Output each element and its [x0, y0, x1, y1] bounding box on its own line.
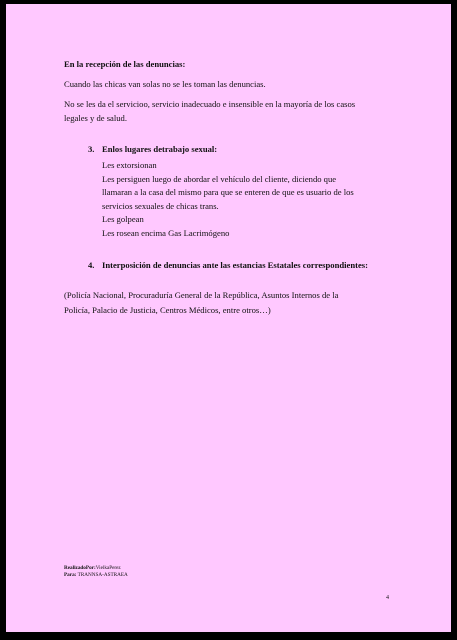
- document-page: [6, 4, 451, 632]
- footer-for-value: TRANNSA-ASTRAEA: [77, 572, 128, 578]
- footer-for: [64, 572, 128, 578]
- paragraph-service-line1: No se les da el servicioo, servicio inadecuado e insensible en la mayoría de los casos: [64, 99, 356, 109]
- footer-for-label: Para:: [64, 572, 77, 578]
- list-line: Les golpean: [102, 214, 144, 224]
- list-line: Les rosean encima Gas Lacrimógeno: [102, 227, 230, 238]
- list-item-4-number: 4.: [88, 260, 95, 270]
- footer-made-by-label: RealizadoPor:: [64, 565, 96, 571]
- list-line: llamaran a la casa del mismo para que se enteren de que es usuario de los: [102, 187, 354, 197]
- list-item-3-title: Enlos lugares detrabajo sexual:: [102, 144, 218, 154]
- paragraph-service-line2: legales y de salud.: [64, 113, 128, 123]
- paragraph-complaints: Cuando las chicas van solas no se les toman las denuncias.: [64, 79, 266, 89]
- list-line: Les persiguen luego de abordar el vehículo del cliente, diciendo que: [102, 173, 337, 184]
- paragraph-institutions-line2: Policía, Palacio de Justicia, Centros Médicos, entre otros…): [64, 305, 271, 315]
- list-line: servicios sexuales de chicas trans.: [102, 200, 219, 211]
- page-number: 4: [386, 595, 389, 601]
- list-item-3-lines: [102, 159, 354, 240]
- paragraph-institutions-line1: (Policía Nacional, Procuraduría General de la República, Asuntos Internos de la: [64, 290, 339, 300]
- list-item-3-number: 3.: [88, 144, 95, 154]
- list-item-4-title: Interposición de denuncias ante las estancias Estatales correspondientes:: [102, 260, 369, 270]
- section-heading: En la recepción de las denuncias:: [64, 59, 186, 69]
- footer-made-by: [64, 565, 121, 571]
- footer-made-by-value: VielkaPerez: [95, 565, 121, 571]
- list-line: Les extorsionan: [102, 160, 157, 170]
